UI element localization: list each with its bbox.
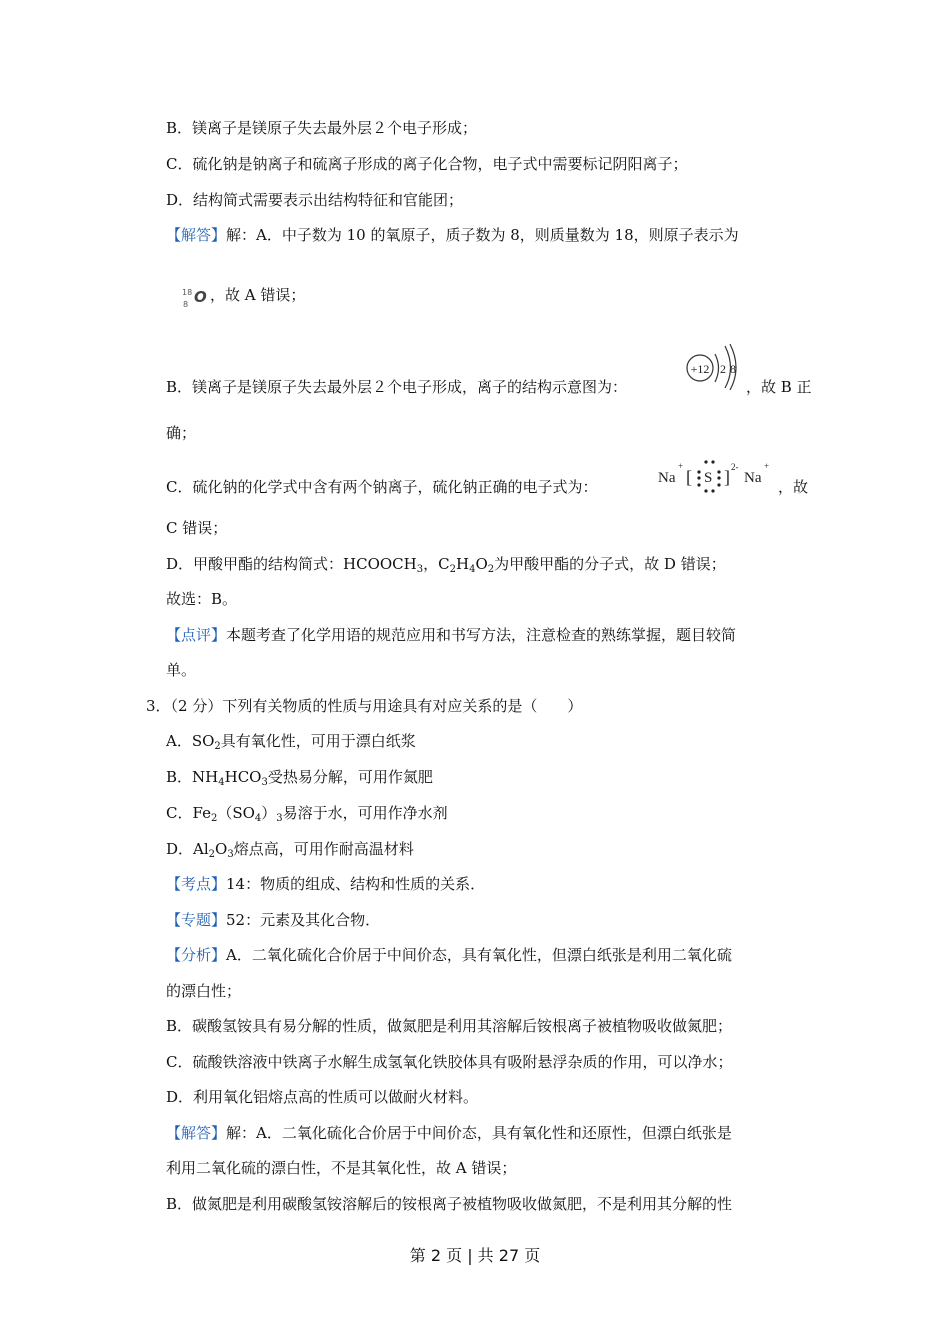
o18-z: 8 [183, 300, 189, 309]
na2s-bracket-left: [ [686, 467, 692, 487]
line-jieda2: 【解答】解：A．二氧化硫化合价居于中间价态，具有氧化性和还原性，但漂白纸张是 [166, 1124, 732, 1142]
jieda-b-post: ，故 B 正 [746, 378, 812, 396]
page-footer: 第 2 页 | 共 27 页 [409, 1246, 541, 1265]
mg-shell1-label: 2 [720, 362, 726, 376]
jieda-b-text: B．镁离子是镁原子失去最外层２个电子形成，离子的结构示意图为： [166, 378, 628, 396]
line-fenxi-5: D．利用氧化铝熔点高的性质可以做耐火材料。 [166, 1088, 479, 1106]
mg-shell2-label: 8 [730, 362, 736, 376]
line-o18 [182, 285, 306, 309]
line-fenxi: 【分析】A．二氧化硫化合价居于中间价态，具有氧化性，但漂白纸张是利用二氧化硫 [166, 946, 732, 964]
na2s-s: S [704, 470, 713, 486]
o18-symbol [182, 286, 210, 309]
o18-rest: ，故 A 错误； [210, 286, 306, 304]
line-jieda-b [166, 377, 627, 397]
o18-sym: O [194, 288, 207, 306]
line-jieda-d: D．甲酸甲酯的结构简式：$HCOOCH_3$，$C_2H_4O_2$为甲酸甲酯的分子式，故 D 错误； [166, 555, 726, 575]
line-dianping-cont: 单。 [166, 661, 197, 679]
line-jieda-c-cont: C 错误； [166, 519, 228, 537]
na2s-s-charge: 2- [731, 462, 739, 472]
line-fenxi-4: C．硫酸铁溶液中铁离子水解生成氢氧化铁胶体具有吸附悬浮杂质的作用，可以净水； [166, 1053, 733, 1071]
fenxi-tag: 【分析】 [166, 946, 227, 964]
option-b: B．$NH_4HCO_3$受热易分解，可用作氮肥 [166, 768, 433, 788]
na2s-na1-charge: + [678, 461, 684, 471]
line-zhuanti: 【专题】52：元素及其化合物． [166, 911, 381, 929]
mg-ion-structure-diagram [682, 342, 744, 390]
line-jieda-b-cont: 确； [166, 424, 197, 442]
line-jieda2-2: 利用二氧化硫的漂白性，不是其氧化性，故 A 错误； [166, 1159, 517, 1177]
line-jieda-c [166, 477, 597, 497]
line-fenxi-3: B．碳酸氢铵具有易分解的性质，做氮肥是利用其溶解后铵根离子被植物吸收做氮肥； [166, 1017, 733, 1035]
line-dianping: 【点评】本题考查了化学用语的规范应用和书写方法，注意检查的熟练掌握，题目较简 [166, 626, 737, 644]
line-jieda2-3: B．做氮肥是利用碳酸氢铵溶解后的铵根离子被植物吸收做氮肥，不是利用其分解的性 [166, 1195, 733, 1213]
o18-mass: 18 [182, 288, 193, 297]
line-choice: 故选：B。 [166, 590, 238, 608]
jieda2-tag: 【解答】 [166, 1124, 227, 1142]
mg-nucleus-label: +12 [690, 362, 710, 376]
option-a: A．$SO_2$具有氧化性，可用于漂白纸浆 [166, 732, 416, 752]
line-kaodian: 【考点】14：物质的组成、结构和性质的关系． [166, 875, 486, 893]
option-c: C．$Fe_2(SO_4)_3$易溶于水，可用作净水剂 [166, 804, 448, 824]
jieda-tag: 【解答】 [166, 226, 227, 244]
line-analysis-c: C．硫化钠是钠离子和硫离子形成的离子化合物，电子式中需要标记阴阳离子； [166, 155, 688, 173]
zhuanti-tag: 【专题】 [166, 911, 227, 929]
na2s-na1: Na [658, 470, 676, 486]
line-fenxi-2: 的漂白性； [166, 982, 242, 1000]
na2s-na2-charge: + [764, 461, 770, 471]
question-3-stem: 3．（2 分）下列有关物质的性质与用途具有对应关系的是（ ） [146, 697, 583, 715]
line-analysis-d: D．结构简式需要表示出结构特征和官能团； [166, 191, 464, 209]
jieda-a-text: 解：A．中子数为 10 的氧原子，质子数为 8，则质量数为 18，则原子表示为 [226, 226, 739, 244]
na2s-bracket-right: ] [724, 467, 730, 487]
line-analysis-b: B．镁离子是镁原子失去最外层２个电子形成； [166, 119, 478, 137]
jieda-c-post: ，故 [778, 478, 809, 496]
option-d: D．$Al_2O_3$熔点高，可用作耐高温材料 [166, 840, 414, 860]
na2s-electron-formula [656, 458, 776, 496]
kaodian-tag: 【考点】 [166, 875, 227, 893]
dianping-tag: 【点评】 [166, 626, 227, 644]
jieda-c-text: C．硫化钠的化学式中含有两个钠离子，硫化钠正确的电子式为： [166, 478, 598, 496]
line-jieda-a [166, 225, 739, 245]
na2s-na2: Na [744, 470, 762, 486]
